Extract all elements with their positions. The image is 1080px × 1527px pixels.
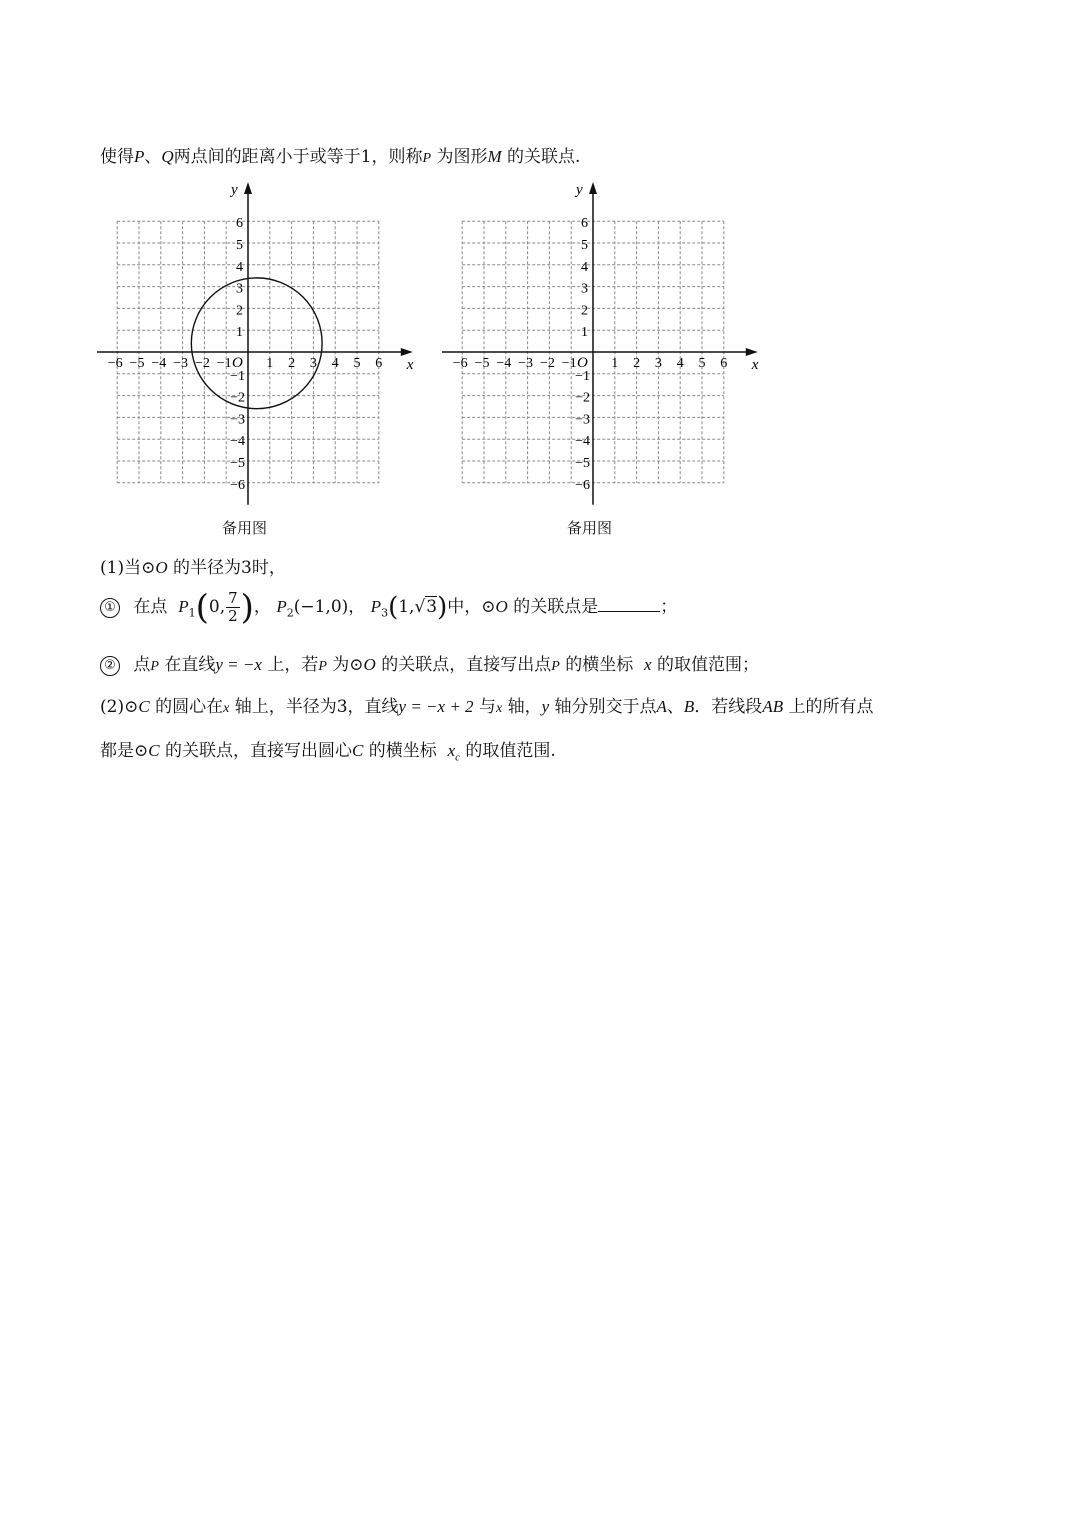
x-tick-label: 4 — [331, 356, 339, 371]
var-ab: AB — [762, 697, 784, 716]
subscript: c — [455, 751, 460, 764]
var-c: C — [352, 741, 364, 760]
x-tick-label: −4 — [151, 356, 167, 371]
y-tick-label: 2 — [581, 303, 588, 319]
text: ．若线段 — [694, 697, 763, 717]
text: 的半径为3时， — [173, 558, 286, 578]
radicand: 3 — [426, 597, 438, 617]
x-tick-label: −5 — [474, 356, 490, 371]
var-y: y — [541, 697, 550, 716]
var-p3: P — [370, 597, 382, 616]
origin-label: O — [577, 355, 588, 371]
var-m: M — [487, 147, 502, 166]
text: 与 — [478, 697, 496, 717]
y-tick-label: −5 — [575, 456, 590, 471]
text: 在直线 — [164, 655, 216, 675]
var-p: P — [150, 659, 159, 674]
var-o: O — [495, 597, 508, 616]
caption-right: 备用图 — [567, 519, 613, 537]
x-tick-label: 2 — [288, 356, 296, 371]
x-tick-label: −2 — [194, 356, 210, 371]
y-tick-label: −3 — [575, 412, 590, 428]
text: 的圆心在 — [155, 697, 224, 717]
fraction — [226, 590, 240, 625]
x-tick-label: −1 — [561, 356, 577, 371]
var-xc: x — [447, 741, 456, 760]
x-tick-label: −5 — [129, 356, 145, 371]
var-q: Q — [161, 147, 174, 166]
text: 上，若 — [267, 655, 319, 675]
x-axis-arrow — [401, 348, 413, 356]
coordinate-grid-right — [440, 180, 760, 510]
item-number: ② — [100, 656, 120, 676]
text: 为图形 — [436, 147, 488, 167]
text: ， — [348, 597, 366, 617]
item-number: ① — [100, 598, 120, 618]
coord: 0, — [208, 597, 226, 617]
text: 、 — [666, 697, 684, 717]
text: ， — [253, 597, 271, 617]
text: 上的所有点 — [788, 697, 874, 717]
paren-open: ( — [388, 592, 399, 623]
var-p2: P — [276, 597, 287, 616]
text: 的取值范围； — [656, 655, 759, 675]
y-tick-label: 3 — [581, 281, 588, 297]
paren-open: ( — [195, 587, 209, 628]
var-o: O — [363, 655, 376, 674]
y-tick-label: −3 — [230, 412, 245, 428]
x-tick-label: 1 — [266, 356, 274, 371]
var-x: x — [223, 701, 230, 716]
text: 两点间的距离小于或等于 — [173, 147, 361, 167]
circle-o — [191, 278, 322, 409]
x-tick-label: −4 — [496, 356, 512, 371]
var-p: P — [551, 659, 560, 674]
y-tick-label: −1 — [230, 368, 245, 384]
y-tick-label: 3 — [236, 281, 243, 297]
text: 的横坐标 — [368, 741, 437, 761]
x-tick-label: −3 — [518, 356, 534, 371]
var-b: B — [683, 697, 695, 716]
var-o: O — [155, 558, 168, 577]
var-a: A — [656, 697, 667, 716]
var-x: x — [495, 701, 503, 716]
numerator: 7 — [228, 589, 238, 607]
y-axis-label: y — [576, 182, 583, 198]
text: (1)当⊙ — [100, 558, 156, 578]
coord: (−1,0) — [293, 597, 349, 617]
paren-close: ) — [240, 587, 254, 628]
coord: 1, — [398, 597, 415, 617]
text: 中，⊙ — [447, 597, 496, 617]
y-tick-label: 4 — [581, 259, 588, 275]
x-axis-label: x — [751, 357, 759, 373]
subscript: 1 — [188, 606, 196, 620]
question-1b — [100, 650, 759, 676]
x-axis-arrow — [746, 348, 758, 356]
caption-left: 备用图 — [222, 519, 268, 537]
text: 点 — [133, 655, 151, 675]
y-tick-label: −1 — [575, 368, 590, 384]
y-tick-label: −2 — [575, 390, 590, 406]
text: (2)⊙ — [100, 697, 139, 717]
text: ； — [660, 597, 678, 617]
y-tick-label: −5 — [230, 456, 245, 471]
equation: y = −x + 2 — [398, 697, 474, 716]
text: 的横坐标 — [565, 655, 634, 675]
x-tick-label: −1 — [216, 356, 232, 371]
number: 1 — [360, 147, 372, 167]
subscript: 2 — [286, 606, 294, 620]
text: 都是⊙ — [100, 741, 149, 761]
text: 在点 — [133, 597, 168, 617]
coordinate-grid-left — [95, 180, 415, 510]
x-tick-label: −2 — [539, 356, 555, 371]
question-1 — [100, 553, 286, 578]
paren-close: ) — [437, 592, 448, 623]
y-tick-label: 1 — [236, 325, 243, 341]
text: ，直线 — [347, 697, 399, 717]
x-tick-label: 3 — [309, 356, 317, 371]
y-tick-label: 1 — [581, 325, 588, 341]
var-p: P — [134, 147, 145, 166]
text: 的关联点. — [507, 147, 581, 167]
figure-left — [95, 180, 415, 514]
text: 为⊙ — [332, 655, 364, 675]
text: 使得 — [100, 147, 134, 167]
denominator: 2 — [228, 607, 238, 625]
text: 轴上，半径为 — [234, 697, 337, 717]
text: 、 — [144, 147, 162, 167]
x-tick-label: −6 — [107, 356, 123, 371]
intro-line — [100, 142, 580, 167]
x-tick-label: 1 — [611, 356, 619, 371]
text: ，则称 — [371, 147, 423, 167]
text: 轴分别交于点 — [554, 697, 657, 717]
y-tick-label: −6 — [230, 477, 245, 493]
x-tick-label: −6 — [452, 356, 468, 371]
var-p1: P — [178, 597, 189, 616]
x-tick-label: 5 — [698, 356, 706, 371]
y-tick-label: 6 — [581, 216, 588, 232]
x-axis-label: x — [406, 357, 414, 373]
y-tick-label: 4 — [236, 259, 243, 275]
y-tick-label: 2 — [236, 303, 243, 319]
x-tick-label: 6 — [375, 356, 383, 371]
question-2 — [100, 692, 874, 717]
text: 的关联点，直接写出圆心 — [165, 741, 352, 761]
equation: y = −x — [215, 655, 262, 674]
y-axis-arrow — [589, 182, 597, 194]
y-axis-label: y — [231, 182, 238, 198]
var-p: P — [318, 659, 327, 674]
question-1a — [100, 587, 678, 628]
x-tick-label: 4 — [676, 356, 684, 371]
y-tick-label: 6 — [236, 216, 243, 232]
text: 的关联点是 — [513, 597, 599, 617]
var-c: C — [148, 741, 160, 760]
text: 的关联点，直接写出点 — [381, 655, 552, 675]
figure-right — [440, 180, 760, 514]
x-tick-label: 2 — [633, 356, 641, 371]
y-tick-label: −4 — [230, 434, 245, 450]
origin-label: O — [232, 355, 243, 371]
sqrt-sign: √ — [414, 597, 426, 617]
y-tick-label: 5 — [236, 238, 243, 253]
x-tick-label: 3 — [654, 356, 662, 371]
text: 轴， — [507, 697, 542, 717]
subscript: 3 — [381, 606, 389, 620]
y-tick-label: −6 — [575, 477, 590, 493]
y-tick-label: −4 — [575, 434, 590, 450]
question-2-cont — [100, 736, 556, 763]
var-c: C — [138, 697, 150, 716]
y-tick-label: 5 — [581, 238, 588, 253]
var-p: P — [422, 151, 432, 166]
x-tick-label: 5 — [353, 356, 361, 371]
number: 3 — [336, 697, 348, 717]
var-x: x — [644, 655, 652, 674]
y-tick-label: −2 — [230, 390, 245, 406]
y-axis-arrow — [244, 182, 252, 194]
answer-blank[interactable] — [598, 597, 660, 612]
text: 的取值范围. — [465, 741, 556, 761]
x-tick-label: −3 — [173, 356, 189, 371]
x-tick-label: 6 — [720, 356, 728, 371]
